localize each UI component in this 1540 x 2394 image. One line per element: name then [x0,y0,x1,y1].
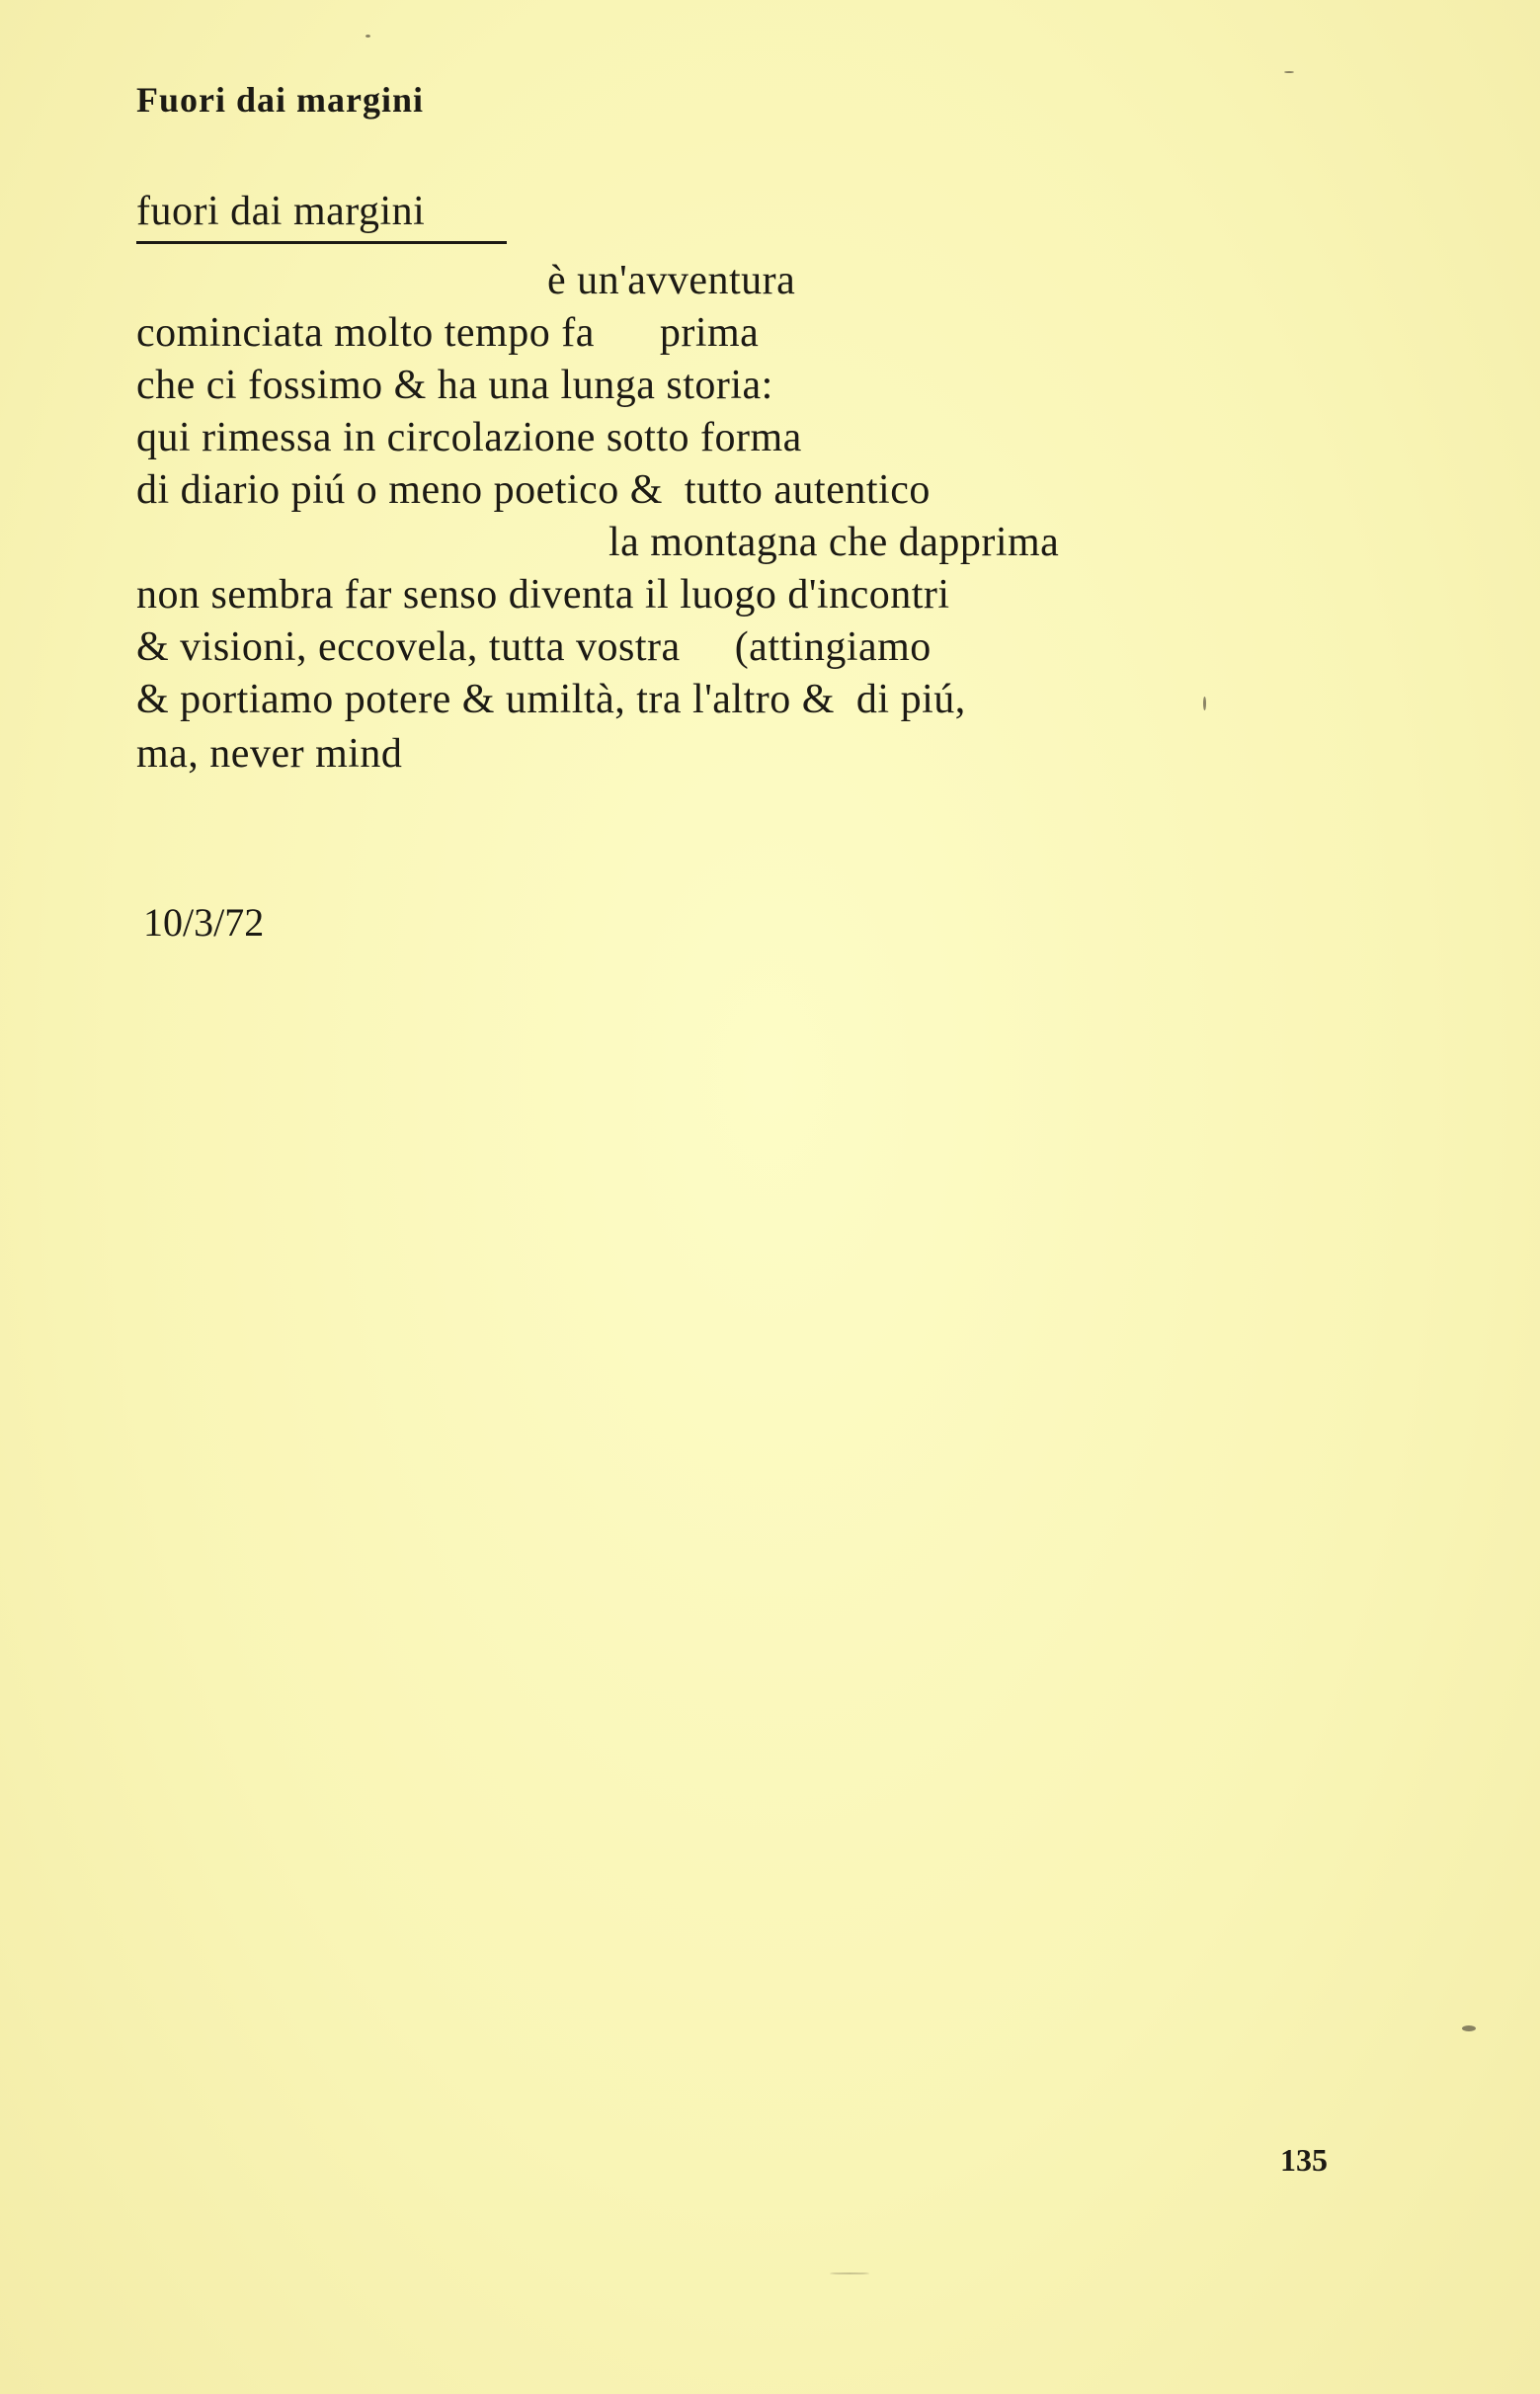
poem-line: la montagna che dapprima [608,520,1060,565]
poem-line: che ci fossimo & ha una lunga storia: [136,363,773,408]
paper-speck [830,2272,869,2274]
poem-line: non sembra far senso diventa il luogo d'incontri [136,572,950,618]
paper-speck [1462,2025,1476,2031]
page-number: 135 [1280,2142,1328,2178]
poem-line: ma, never mind [136,731,403,777]
poem-line: cominciata molto tempo fa prima [136,310,760,356]
poem-line: & visioni, eccovela, tutta vostra (attingiamo [136,624,932,670]
poem [136,0,1420,988]
paper-speck [1284,71,1294,73]
poem-date: 10/3/72 [143,900,265,945]
poem-line: qui rimessa in circolazione sotto forma [136,415,802,460]
poem-title: fuori dai margini [136,188,507,244]
paper-speck [1203,697,1206,710]
poem-line: di diario piú o meno poetico & tutto autentico [136,467,931,513]
paper-speck [365,35,370,38]
running-title: Fuori dai margini [136,80,425,120]
poem-line: & portiamo potere & umiltà, tra l'altro & di piú, [136,677,966,722]
poem-line: è un'avventura [547,258,796,303]
